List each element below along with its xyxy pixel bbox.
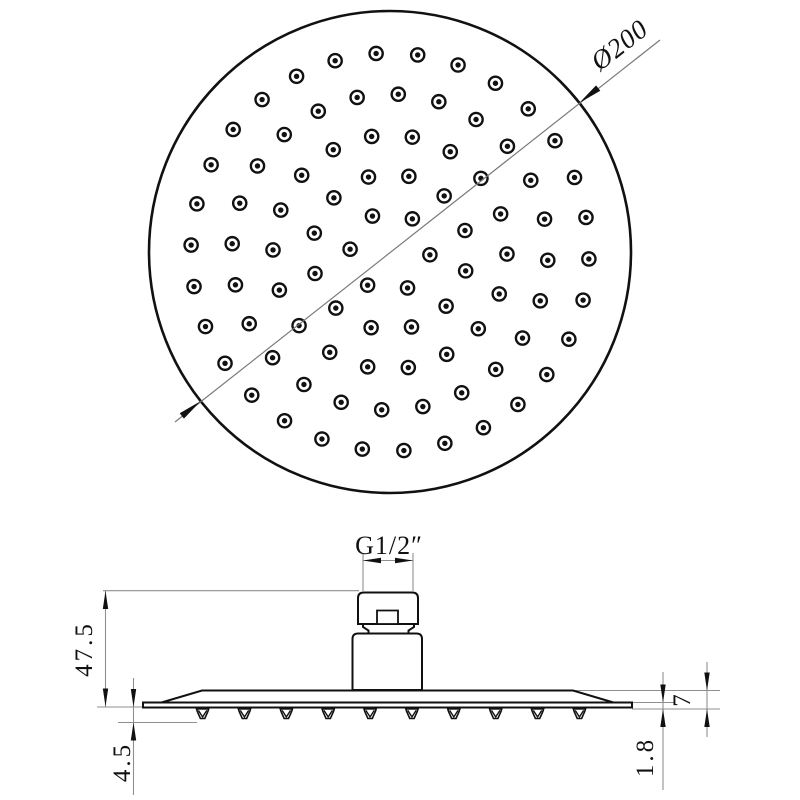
nozzle-hole-center [442,441,447,446]
nozzle-hole-center [586,256,591,261]
head-top-taper [162,691,614,703]
nozzle-hole-center [515,402,520,407]
nozzle-hole-center [282,418,287,423]
nozzle-hole-center [504,251,509,256]
nozzle-hole-center [552,138,557,143]
nozzle-hole-center [401,448,406,453]
overall-height-label: 47.5 [71,621,98,677]
nozzle-hole-center [247,321,252,326]
nozzle-hole-center [406,365,411,370]
nozzle-hole-center [459,390,464,395]
nozzle-hole-center [544,372,549,377]
nozzle-hole-center [580,297,585,302]
nozzle-hole-center [333,305,338,310]
nozzle-hole-center [230,241,235,246]
top-view [149,11,660,493]
spray-nozzle-seat [196,708,208,710]
nozzle-hole-center [312,271,317,276]
nozzle-hole-center [396,92,401,97]
nozzle-hole-center [410,216,415,221]
nozzle-hole-center [312,230,317,235]
nozzle-hole-center [473,117,478,122]
nozzle-hole-center [331,147,336,152]
nozzle-hole-center [278,207,283,212]
nozzle-hole-center [566,337,571,342]
diameter-arrow-upper [579,85,600,103]
nozzle-hole-center [368,325,373,330]
nozzle-hole-center [299,173,304,178]
edge-thickness-label: 1.8 [632,736,659,778]
dimension-arrow [704,673,709,691]
nozzle-hole-center [360,446,365,451]
nozzle-hole-center [410,134,415,139]
nozzle-hole-center [259,97,264,102]
nozzle-hole-center [526,106,531,111]
nozzle-hole-center [354,95,359,100]
nozzle-hole-center [270,355,275,360]
nozzle-hole-center [255,163,260,168]
nozzle-hole-center [448,149,453,154]
diameter-arrow-lower [180,401,201,419]
dimension-arrow [103,591,108,609]
nozzle-hole-center [294,74,299,79]
dimension-arrow [131,723,136,741]
nozzle-hole-center [493,367,498,372]
nozzle-hole-center [331,195,336,200]
dimension-arrow [660,709,665,727]
nozzle-hole-center [365,364,370,369]
nozzle-hole-center [338,400,343,405]
head-base-plate [143,703,632,708]
nozzle-hole-center [277,287,282,292]
nozzle-hole-center [415,52,420,57]
nozzle-hole-center [441,193,446,198]
nozzle-hole-center [409,324,414,329]
nozzle-hole-center [366,174,371,179]
nozzle-hole-center [493,81,498,86]
nozzle-hole-center [443,303,448,308]
nozzle-hole-center [481,425,486,430]
nozzle-hole-center [365,282,370,287]
nozzle-hole-center [542,216,547,221]
nozzle-hole-center [572,175,577,180]
nozzle-hole-center [316,109,321,114]
dimension-arrow [131,689,136,707]
nozzle-hole-center [405,285,410,290]
nozzle-hole-center [379,407,384,412]
nozzle-hole-center [332,58,337,63]
spray-nozzle-seat [280,708,292,710]
nozzle-hole-center [505,144,510,149]
dimension-arrow [103,689,108,707]
nozzle-hole-center [583,215,588,220]
nozzle-hole-center [270,247,275,252]
nozzle-hole-center [188,242,193,247]
nozzle-hole-center [233,282,238,287]
spray-nozzle-seat [489,708,501,710]
nozzle-hole-center [520,335,525,340]
nozzle-hole-center [191,284,196,289]
nozzle-hole-center [327,350,332,355]
nozzle-hole-center [319,436,324,441]
nozzle-hole-center [370,213,375,218]
nozzle-hole-center [237,200,242,205]
nozzle-hole-center [230,127,235,132]
nozzle-hole-center [427,252,432,257]
head-thickness-label: 7 [669,691,696,707]
nozzle-hole-center [476,326,481,331]
nozzle-hole-center [444,352,449,357]
nozzle-hole-center [497,291,502,296]
spray-nozzle-seat [238,708,250,710]
nozzle-hole-center [406,174,411,179]
dimension-arrow [660,685,665,703]
nozzle-hole-center [222,361,227,366]
nozzle-hole-center [373,51,378,56]
spray-nozzle-seat [573,708,585,710]
nozzle-height-label: 4.5 [109,741,136,783]
nozzle-hole-center [249,392,254,397]
nozzle-hole-center [436,99,441,104]
nozzle-hole-center [455,62,460,67]
dimension-arrow [704,709,709,727]
collar [363,624,414,634]
nozzle-hole-center [538,298,543,303]
nozzle-hole-center [420,404,425,409]
spray-nozzle-seat [322,708,334,710]
nozzle-hole-center [208,162,213,167]
spray-nozzle-seat [364,708,376,710]
nozzle-hole-center [347,247,352,252]
thread-label: G1/2″ [355,531,423,560]
nozzle-hole-center [301,382,306,387]
nozzle-hole-center [545,258,550,263]
spray-nozzle-seat [448,708,460,710]
nozzle-hole-center [369,134,374,139]
spray-nozzle-seat [406,708,418,710]
nozzle-hole-center [498,211,503,216]
nozzle-hole-center [528,178,533,183]
diameter-label: Ø200 [585,13,654,77]
nozzle-hole-center [203,324,208,329]
nozzle-hole-center [194,201,199,206]
side-view [97,553,720,795]
nozzle-hole-center [282,132,287,137]
thread-fitting-notch [377,611,398,625]
nozzle-hole-center [463,268,468,273]
nozzle-hole-center [462,228,467,233]
body-cylinder [353,634,423,691]
spray-nozzle-seat [531,708,543,710]
